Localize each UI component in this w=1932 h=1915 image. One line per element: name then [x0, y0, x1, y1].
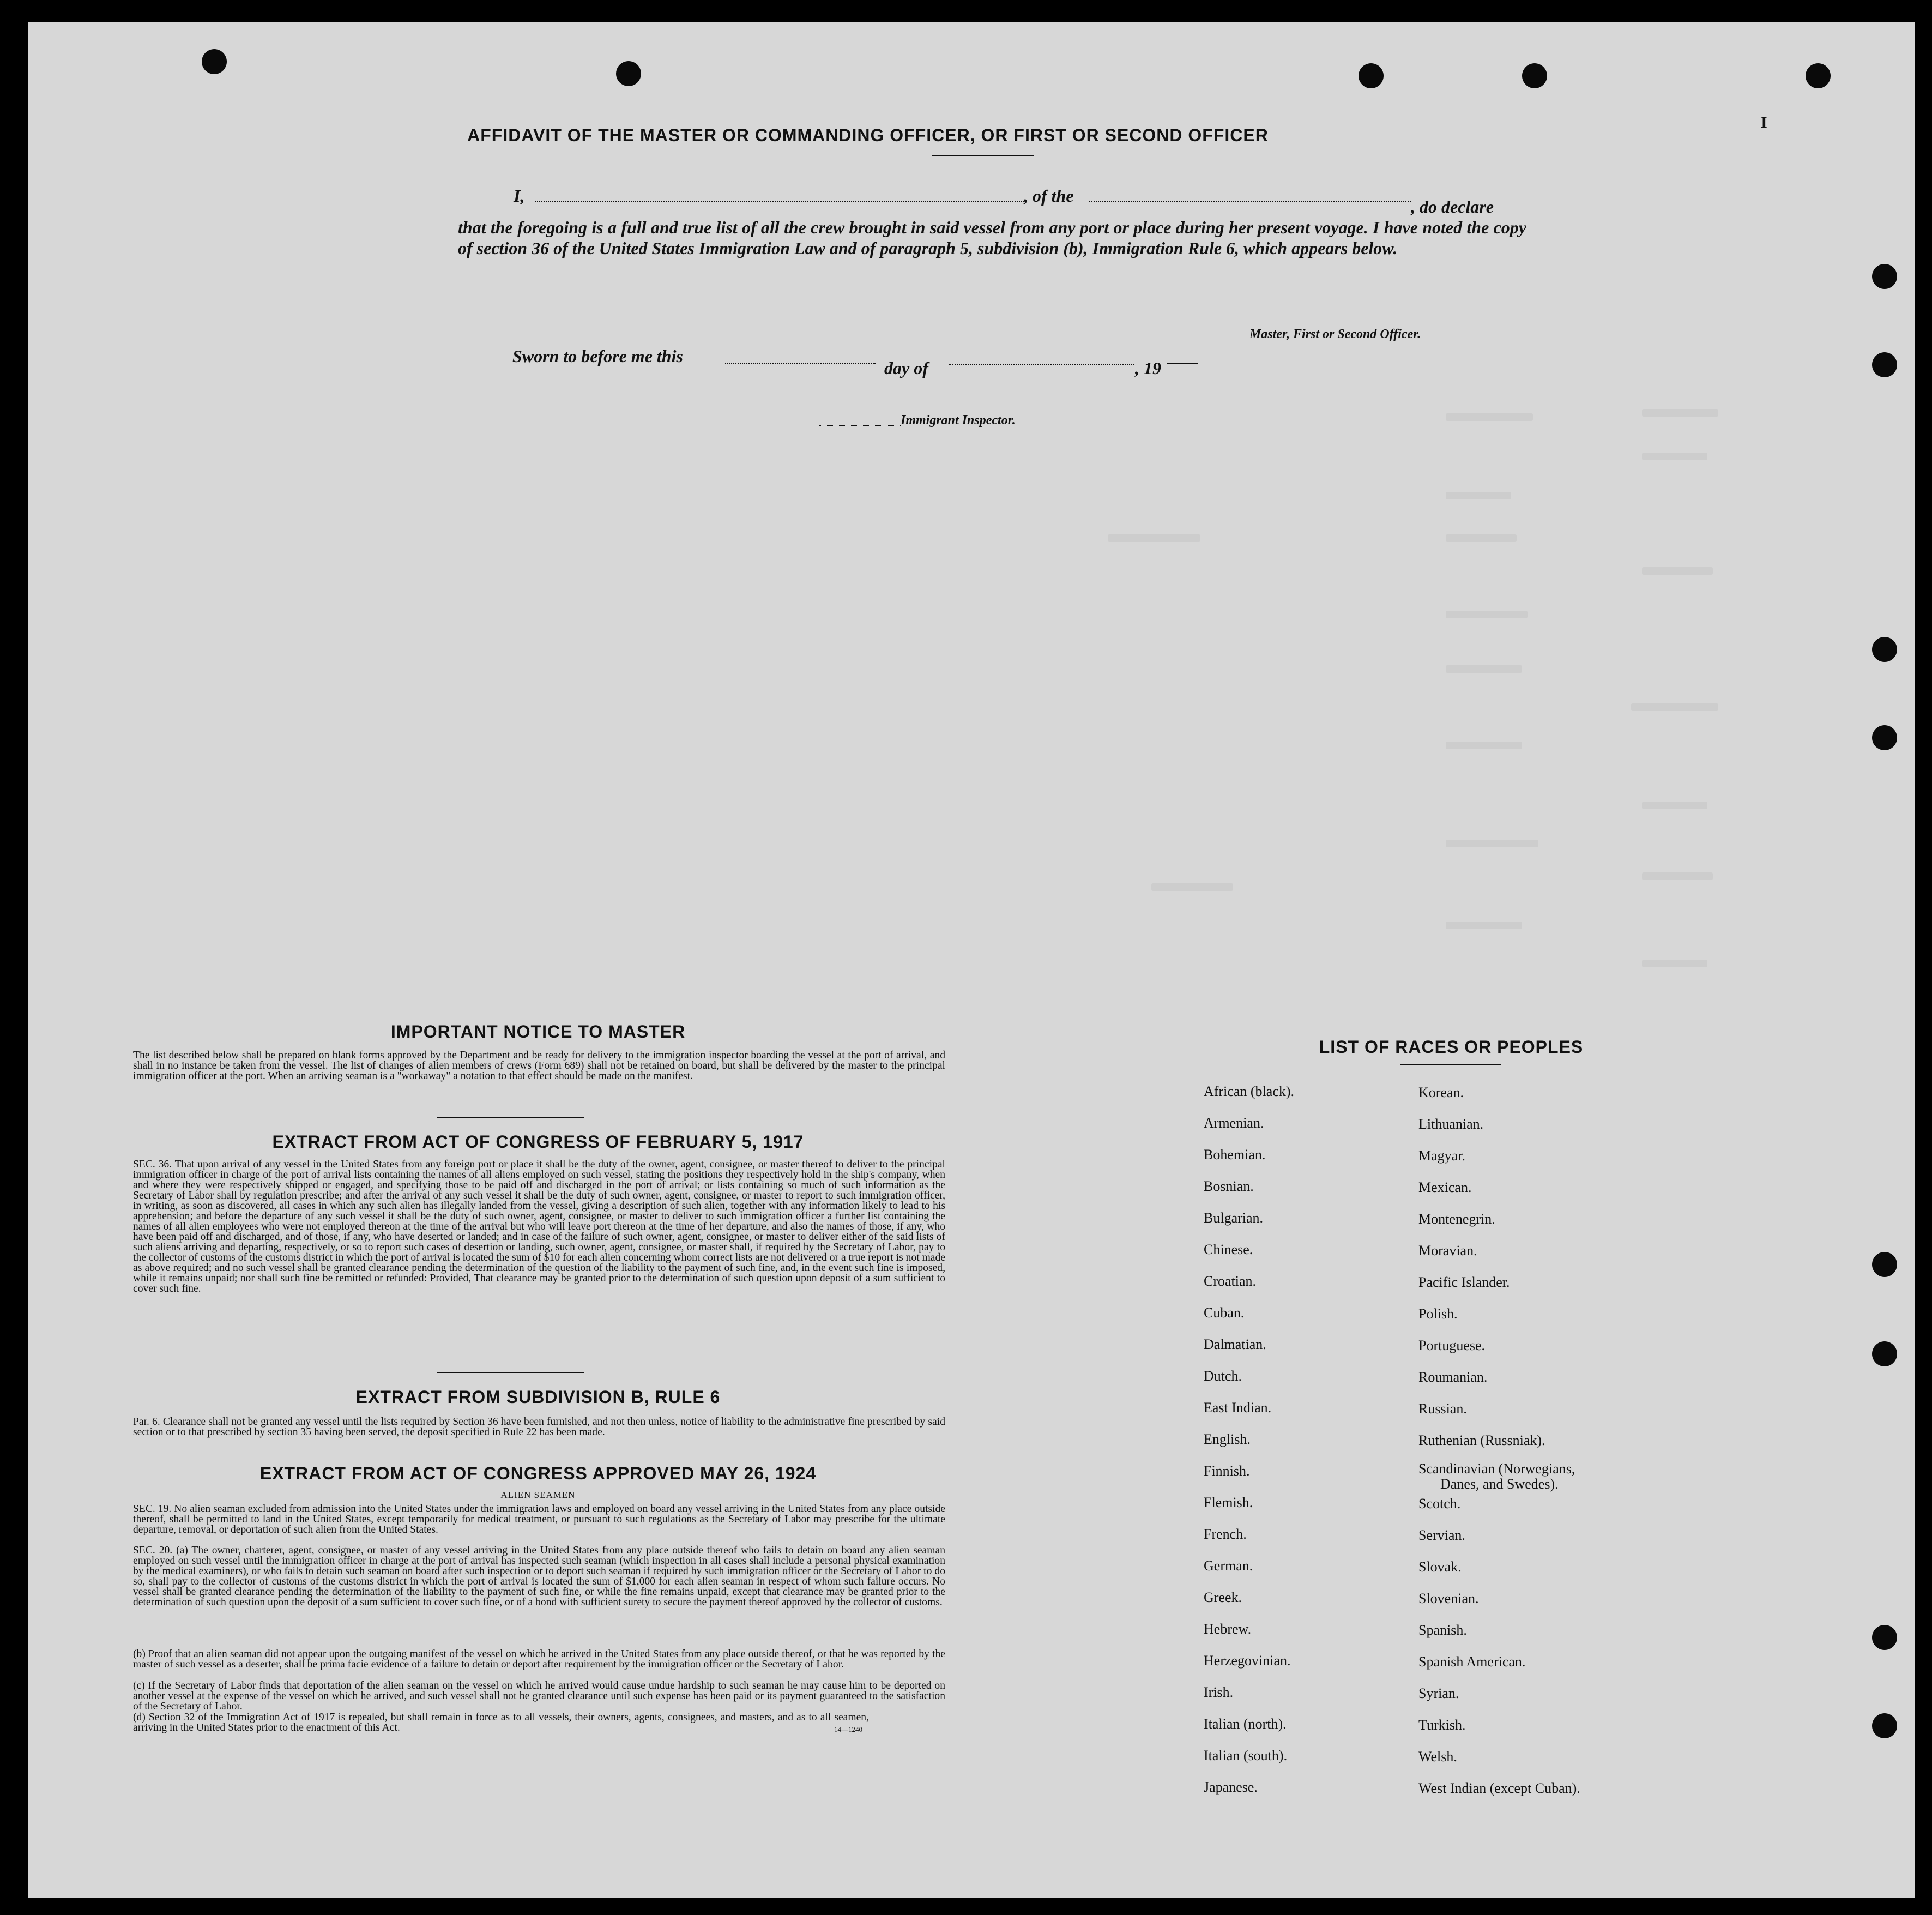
extract-1924-sec20d: (d) Section 32 of the Immigration Act of 1917 is repealed, but shall remain in force as to all vessels, their owners, agents, consignees, and masters, and as to all seamen, arriving in the United States prior to the enactment of this Act. [133, 1712, 869, 1733]
sworn-year-field[interactable] [1167, 363, 1198, 364]
master-signature-label: Master, First or Second Officer. [1249, 327, 1421, 341]
race-item: English. [1204, 1431, 1251, 1447]
race-item: French. [1204, 1526, 1247, 1542]
affidavit-declare-label: , do declare [1411, 197, 1494, 216]
extract-1924-sec20c: (c) If the Secretary of Labor finds that deportation of the alien seaman on the vessel on which he arrived would cause undue hardship to such seaman he may cause him to be deported on another vessel at the expense of the vessel on which he arrived, and such vessel shall not be granted clearance until such expense has been paid or its payment guaranteed to the satisfaction of the Secretary of Labor. [133, 1680, 945, 1712]
extract-1917-text: SEC. 36. That upon arrival of any vessel in the United States from any foreign port or place it shall be the duty of the owner, agent, consignee, or master thereof to deliver to the principal immigration officer in charge of the port of arrival lists containing the names of all aliens employed on such vessel, stating the positions they respectively hold in the ship's company, when and where they were respectively shipped or engaged, and specifying those to be paid off and discharged in the port of arrival; or lists containing so much of such information as the Secretary of Labor shall by regulation prescribe; and after the arrival of any such vessel it shall be the duty of such owner, agent, consignee, or master to report to such immigration officer, in writing, as soon as discovered, all cases in which any such alien has illegally landed from the vessel, giving a description of such alien, together with any information likely to lead to his apprehension; and before the departure of any such vessel it shall be the duty of such owner, agent, consignee, or master to deliver to such immigration officer a further list containing the names of all alien employees who were not employed thereon at the time of the arrival but who will leave port thereon at the time of her departure, and also the names of those, if any, who have been paid off and discharged, and of those, if any, who have deserted or landed; and in case of the failure of such owner, agent, consignee, or master to deliver either of the said lists of such aliens arriving and departing, respectively, or so to report such cases of desertion or landing, such owner, agent, consignee, or master shall, if required by the Secretary of Labor, pay to the collector of customs of the customs district in which the port of arrival is located the sum of $10 for each alien concerning whom correct lists are not delivered or a true report is not made as above required; and no such vessel shall be granted clearance pending the determination of the question of the liability to the payment of such fine, and, in the event such fine is imposed, while it remains unpaid; nor shall such fine be remitted or refunded: Provided, That clearance may be granted prior to the determination of such question upon deposit of a sum sufficient to cover such fine. [133, 1159, 945, 1294]
race-item: Italian (south). [1204, 1748, 1288, 1763]
inspector-label: Immigrant Inspector. [901, 413, 1016, 427]
punch-hole [1872, 725, 1897, 750]
race-item: Hebrew. [1204, 1621, 1252, 1637]
inspector-lead-line [819, 425, 901, 426]
race-item: Cuban. [1204, 1305, 1245, 1321]
punch-hole [1359, 63, 1384, 88]
affidavit-paragraph: that the foregoing is a full and true list of all the crew brought in said vessel from any port or place during her present voyage. I have noted the copy of section 36 of the United States Immigration Law and of paragraph 5, subdivision (b), Immigration Rule 6, which appears below. [458, 218, 1526, 258]
year-label: , 19 [1135, 358, 1161, 378]
race-item: Ruthenian (Russniak). [1418, 1432, 1545, 1448]
race-item: Mexican. [1418, 1179, 1472, 1195]
affidavit-title: AFFIDAVIT OF THE MASTER OR COMMANDING OFFICER, OR FIRST OR SECOND OFFICER [467, 125, 1269, 145]
punch-hole [1872, 1625, 1897, 1650]
race-item: German. [1204, 1558, 1253, 1574]
race-item: Slovenian. [1418, 1591, 1479, 1606]
race-item: Turkish. [1418, 1717, 1466, 1733]
race-item: Bosnian. [1204, 1178, 1254, 1194]
vessel-field[interactable] [1089, 201, 1411, 202]
race-item: Bulgarian. [1204, 1210, 1264, 1226]
divider [437, 1117, 584, 1118]
race-item: African (black). [1204, 1083, 1295, 1099]
race-item: Scotch. [1418, 1496, 1461, 1511]
alien-seamen-subtitle: ALIEN SEAMEN [500, 1490, 576, 1500]
affidavit-i-label: I, [514, 186, 525, 206]
race-item: Japanese. [1204, 1779, 1258, 1795]
punch-hole [1872, 352, 1897, 377]
divider [1400, 1064, 1501, 1065]
race-item: Servian. [1418, 1527, 1465, 1543]
race-item: Welsh. [1418, 1749, 1457, 1765]
extract-1924-sec19: SEC. 19. No alien seaman excluded from admission into the United States under the immigration laws and employed on board any vessel arriving in the United States from any place outside thereof, shall be permitted to land in the United States, except temporarily for medical treatment, or pursuant to such regulations as the Secretary of Labor may prescribe for the ultimate departure, removal, or deportation of such alien from the United States. [133, 1503, 945, 1535]
punch-hole [1806, 63, 1831, 88]
punch-hole [1522, 63, 1547, 88]
punch-hole [616, 61, 641, 86]
punch-hole [1872, 1252, 1897, 1277]
race-item: Portuguese. [1418, 1338, 1486, 1353]
form-number: 14—1240 [834, 1725, 862, 1733]
extract-1924-sec20b: (b) Proof that an alien seaman did not appear upon the outgoing manifest of the vessel on which he arrived in the United States from any place outside thereof, or that he was reported by the master of such vessel as a deserter, shall be prima facie evidence of a failure to detain or deport after requirement by the immigration officer or the Secretary of Labor. [133, 1648, 945, 1670]
race-item: Italian (north). [1204, 1716, 1287, 1732]
punch-hole [202, 49, 227, 74]
extract-1917-title: EXTRACT FROM ACT OF CONGRESS OF FEBRUARY 5, 1917 [272, 1132, 804, 1152]
sworn-day-field[interactable] [725, 363, 876, 364]
race-item: Syrian. [1418, 1685, 1459, 1701]
day-of-label: day of [884, 358, 928, 378]
punch-hole [1872, 264, 1897, 289]
race-item: East Indian. [1204, 1400, 1272, 1416]
name-field[interactable] [535, 201, 1026, 202]
race-item: Herzegovinian. [1204, 1653, 1291, 1669]
extract-1924-title: EXTRACT FROM ACT OF CONGRESS APPROVED MAY 26, 1924 [259, 1464, 817, 1483]
subdivision-b-text: Par. 6. Clearance shall not be granted any vessel until the lists required by Section 36 have been furnished, and not then unless, notice of liability to the administrative fine prescribed by said section or to that prescribed by section 35 having been served, the deposit specified in Rule 22 has been made. [133, 1416, 945, 1438]
races-title: LIST OF RACES OR PEOPLES [1319, 1037, 1584, 1057]
race-item: Spanish. [1418, 1622, 1467, 1638]
race-item: Lithuanian. [1418, 1116, 1484, 1132]
punch-hole [1872, 1713, 1897, 1738]
divider [437, 1372, 584, 1373]
race-item: Finnish. [1204, 1463, 1250, 1479]
race-item: Dutch. [1204, 1368, 1242, 1384]
sworn-month-field[interactable] [949, 364, 1134, 365]
race-item: Pacific Islander. [1418, 1274, 1510, 1290]
race-item: Scandinavian (Norwegians, [1418, 1461, 1575, 1477]
race-item: Bohemian. [1204, 1147, 1266, 1163]
race-item: Slovak. [1418, 1559, 1462, 1575]
divider [932, 155, 1034, 156]
corner-mark: I [1761, 113, 1767, 131]
race-item: West Indian (except Cuban). [1418, 1780, 1580, 1796]
race-item: Moravian. [1418, 1243, 1477, 1258]
punch-hole [1872, 637, 1897, 662]
extract-1924-sec20a: SEC. 20. (a) The owner, charterer, agent, consignee, or master of any vessel arriving in the United States from any place outside thereof who fails to detain on board any alien seaman employed on such vessel until the immigration officer in charge at the port of arrival has inspected such seaman (which inspection in all cases shall include a personal physical examination by the medical examiners), or who fails to detain such seaman on board after such inspection or to deport such seaman if required by such immigration officer or the Secretary of Labor to do so, shall pay to the collector of customs of the customs district in which the port of arrival is located the sum of $1,000 for each alien seaman in respect of whom such failure occurs. No vessel shall be granted clearance pending the determination of the liability to the payment of such fine, or while the fine remains unpaid, except that clearance may be granted prior to the determination of such question upon the deposit of a sum sufficient to cover such fine, or of a bond with sufficient surety to secure the payment thereof approved by the collector of customs. [133, 1545, 945, 1608]
form-page [28, 22, 1915, 1898]
race-item: Dalmatian. [1204, 1336, 1266, 1352]
race-item: Roumanian. [1418, 1369, 1488, 1385]
notice-title: IMPORTANT NOTICE TO MASTER [390, 1022, 686, 1041]
race-item-continued: Danes, and Swedes). [1440, 1476, 1559, 1492]
notice-text: The list described below shall be prepared on blank forms approved by the Department and be ready for delivery to the immigration inspector boarding the vessel at the port of arrival, and shall in no instance be taken from the vessel. The list of changes of alien members of crews (Form 689) shall not be retained on board, but shall be delivered by the master to the principal immigration officer at the port. When an arriving seaman is a "workaway" a notation to that effect should be made on the manifest. [133, 1050, 945, 1082]
race-item: Montenegrin. [1418, 1211, 1495, 1227]
race-item: Croatian. [1204, 1273, 1257, 1289]
sworn-label: Sworn to before me this [512, 346, 683, 366]
race-item: Magyar. [1418, 1148, 1465, 1164]
race-item: Russian. [1418, 1401, 1467, 1417]
affidavit-of-label: , of the [1024, 186, 1074, 206]
race-item: Greek. [1204, 1589, 1242, 1605]
race-item: Chinese. [1204, 1242, 1253, 1257]
subdivision-b-title: EXTRACT FROM SUBDIVISION B, RULE 6 [355, 1387, 721, 1407]
punch-hole [1872, 1341, 1897, 1366]
race-item: Armenian. [1204, 1115, 1264, 1131]
race-item: Irish. [1204, 1684, 1234, 1700]
race-item: Korean. [1418, 1085, 1464, 1100]
race-item: Flemish. [1204, 1495, 1253, 1510]
race-item: Polish. [1418, 1306, 1458, 1322]
race-item: Spanish American. [1418, 1654, 1526, 1670]
